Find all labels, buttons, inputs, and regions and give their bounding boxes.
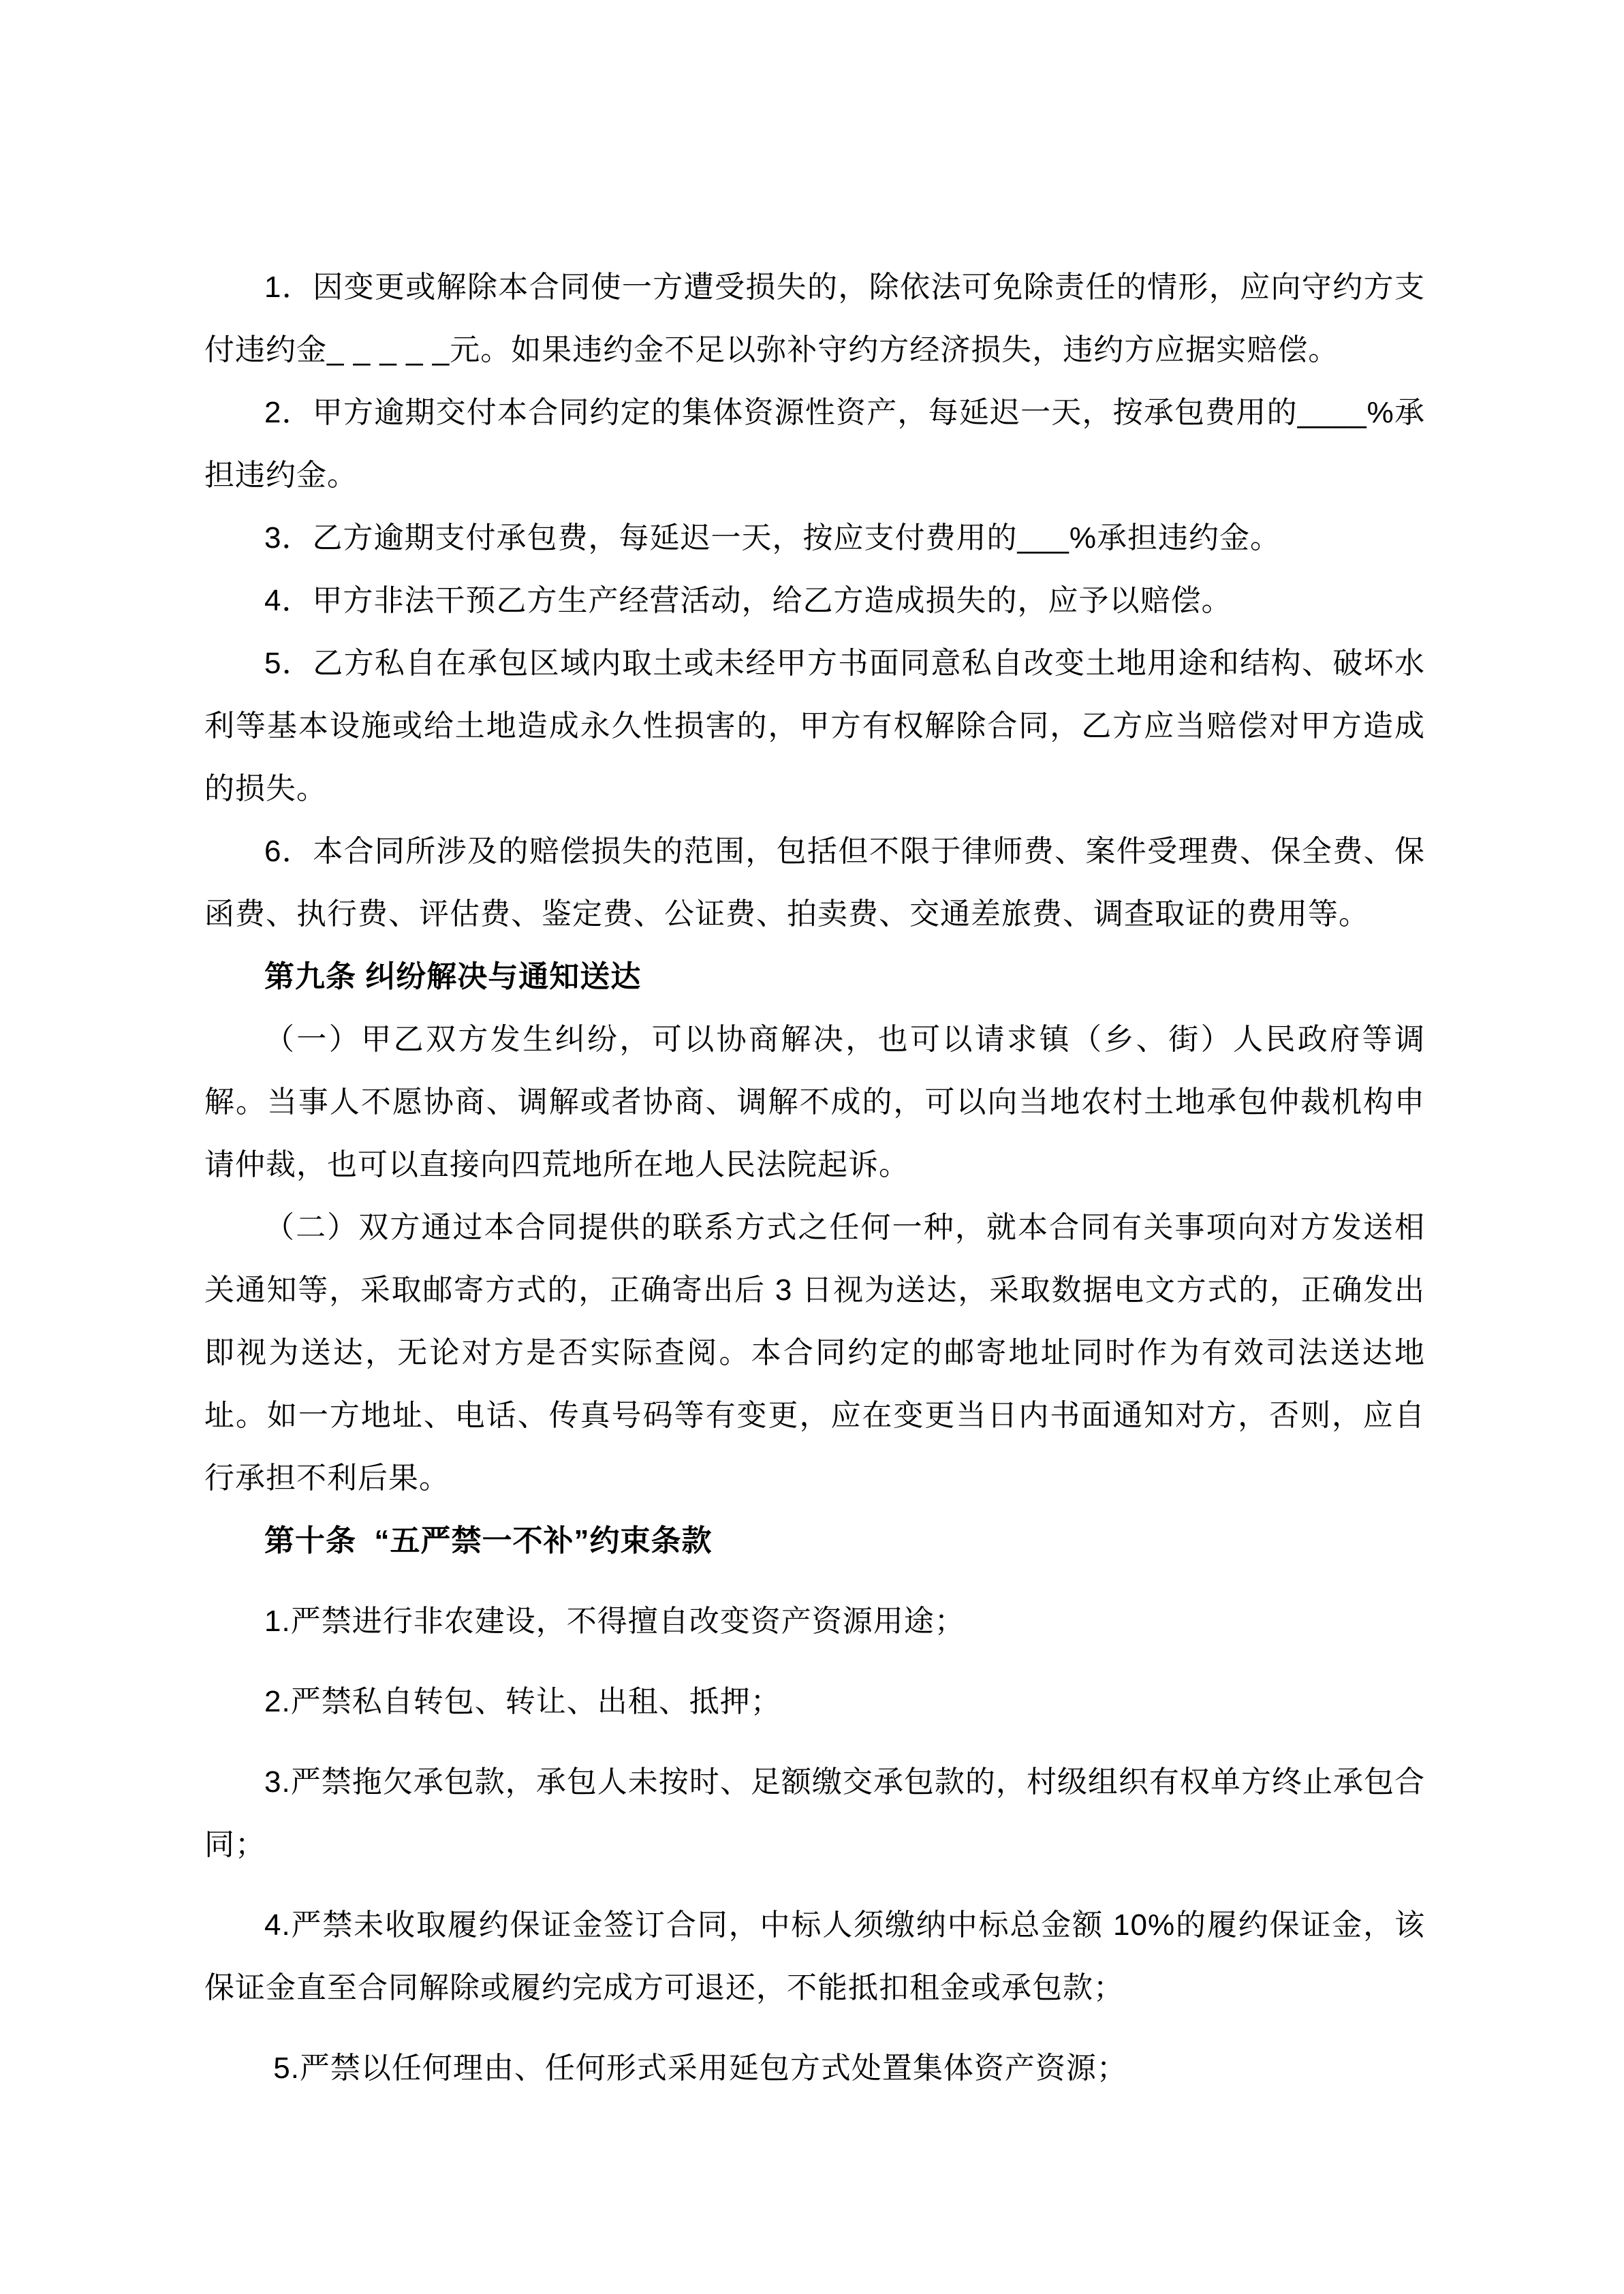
paragraph: 5．乙方私自在承包区域内取土或未经甲方书面同意私自改变土地用途和结构、破坏水利等基本设施或给土地造成永久性损害的，甲方有权解除合同，乙方应当赔偿对甲方造成的损失。 <box>204 647 1425 805</box>
paragraph: （一）甲乙双方发生纠纷，可以协商解决，也可以请求镇（乡、街）人民政府等调解。当事人不愿协商、调解或者协商、调解不成的，可以向当地农村土地承包仲裁机构申请仲裁，也可以直接向四荒地所在地人民法院起诉。 <box>204 1023 1425 1181</box>
paragraph: 4.严禁未收取履约保证金签订合同，中标人须缴纳中标总金额 10%的履约保证金，该保证金直至合同解除或履约完成方可退还，不能抵扣租金或承包款； <box>204 1908 1425 2004</box>
paragraph: 2．甲方逾期交付本合同约定的集体资源性资产，每延迟一天，按承包费用的____%承担违约金。 <box>204 396 1425 492</box>
section-heading: 第九条 纠纷解决与通知送达 <box>264 960 642 993</box>
section-heading: 第十条 “五严禁一不补”约束条款 <box>264 1524 713 1557</box>
paragraph: 4．甲方非法干预乙方生产经营活动，给乙方造成损失的，应予以赔偿。 <box>264 584 1232 617</box>
paragraph: 3．乙方逾期支付承包费，每延迟一天，按应支付费用的___%承担违约金。 <box>264 521 1281 555</box>
paragraph: 6．本合同所涉及的赔偿损失的范围，包括但不限于律师费、案件受理费、保全费、保函费、执行费、评估费、鉴定费、公证费、拍卖费、交通差旅费、调查取证的费用等。 <box>204 835 1425 931</box>
paragraph: 2.严禁私自转包、转让、出租、抵押； <box>264 1685 781 1718</box>
paragraph: （二）双方通过本合同提供的联系方式之任何一种，就本合同有关事项向对方发送相关通知等，采取邮寄方式的，正确寄出后 3 日视为送达，采取数据电文方式的，正确发出即视为送达，无论对方是否实际查阅。本合同约定的邮寄地址同时作为有效司法送达地址。如一方地址、电话、传真号码等有变更，应在变更当日内书面通知对方，否则，应自行承担不利后果。 <box>204 1211 1425 1495</box>
paragraph: 5.严禁以任何理由、任何形式采用延包方式处置集体资产资源； <box>264 2051 1127 2085</box>
paragraph: 1．因变更或解除本合同使一方遭受损失的，除依法可免除责任的情形，应向守约方支付违约金_ _ _ _ _元。如果违约金不足以弥补守约方经济损失，违约方应据实赔偿。 <box>204 270 1425 367</box>
document-body <box>204 256 1425 2100</box>
paragraph: 1.严禁进行非农建设，不得擅自改变资产资源用途； <box>264 1605 965 1638</box>
paragraph: 3.严禁拖欠承包款，承包人未按时、足额缴交承包款的，村级组织有权单方终止承包合同； <box>204 1765 1425 1861</box>
